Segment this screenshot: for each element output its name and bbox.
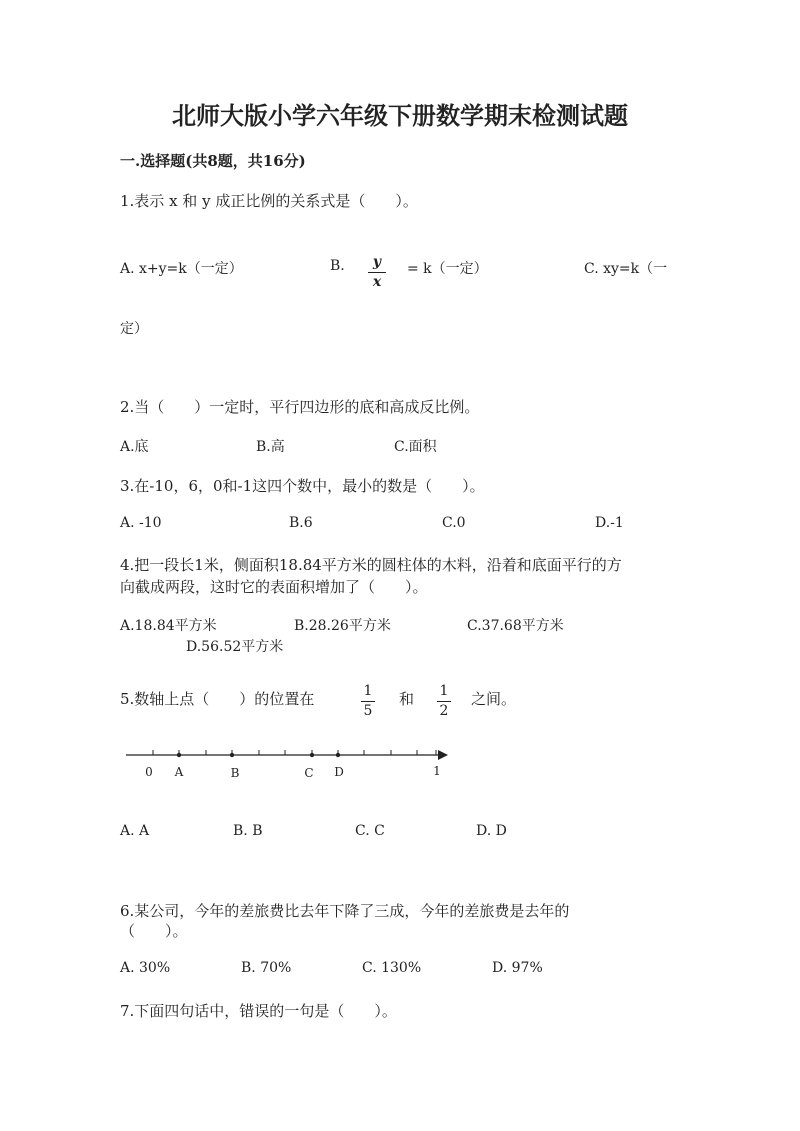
q2-option-c[interactable]: C.面积 bbox=[394, 439, 437, 455]
section-heading: 一.选择题(共8题，共16分) bbox=[120, 152, 306, 170]
label-a: A bbox=[174, 765, 184, 779]
q1-option-b-tail: = k（一定） bbox=[407, 261, 488, 277]
question-2-stem: 2.当（ ）一定时，平行四边形的底和高成反比例。 bbox=[120, 398, 480, 416]
q4-option-d[interactable]: D.56.52平方米 bbox=[186, 639, 284, 655]
q5-fraction-one-half bbox=[437, 683, 451, 720]
q3-option-d[interactable]: D.-1 bbox=[595, 515, 624, 531]
q1-option-c[interactable]: C. xy=k（一 bbox=[584, 261, 668, 277]
q5-frac2-numerator: 1 bbox=[439, 683, 449, 699]
question-3-stem: 3.在-10，6，0和-1这四个数中，最小的数是（ ）。 bbox=[120, 477, 485, 495]
q1-option-b-label[interactable]: B. bbox=[330, 258, 345, 274]
q1-frac-numerator: y bbox=[372, 254, 382, 270]
question-6-stem-line1: 6.某公司，今年的差旅费比去年下降了三成，今年的差旅费是去年的 bbox=[120, 902, 570, 920]
q3-option-c[interactable]: C.0 bbox=[442, 515, 466, 531]
q1-option-b-fraction bbox=[368, 254, 386, 291]
q6-option-d[interactable]: D. 97% bbox=[492, 960, 543, 976]
q4-option-b[interactable]: B.28.26平方米 bbox=[294, 618, 391, 634]
q4-option-c[interactable]: C.37.68平方米 bbox=[467, 618, 564, 634]
number-line-ticks bbox=[153, 750, 436, 755]
q5-frac1-numerator: 1 bbox=[363, 683, 373, 699]
q5-option-c[interactable]: C. C bbox=[355, 823, 385, 839]
label-zero: 0 bbox=[145, 765, 153, 779]
question-7-stem: 7.下面四句话中，错误的一句是（ ）。 bbox=[120, 1002, 397, 1020]
q5-option-b[interactable]: B. B bbox=[233, 823, 263, 839]
q5-option-a[interactable]: A. A bbox=[120, 823, 150, 839]
question-1-stem: 1.表示 x 和 y 成正比例的关系式是（ ）。 bbox=[120, 192, 418, 210]
label-d: D bbox=[334, 765, 344, 779]
q5-option-d[interactable]: D. D bbox=[476, 823, 507, 839]
q6-option-b[interactable]: B. 70% bbox=[241, 960, 292, 976]
number-line-arrow-icon bbox=[438, 750, 448, 760]
point-b-dot bbox=[230, 753, 234, 757]
point-a-dot bbox=[177, 753, 181, 757]
question-5-stem-post: 之间。 bbox=[471, 690, 517, 708]
page-title: 北师大版小学六年级下册数学期末检测试题 bbox=[172, 101, 628, 130]
q6-option-a[interactable]: A. 30% bbox=[120, 960, 171, 976]
question-4-stem-line2: 向截成两段，这时它的表面积增加了（ ）。 bbox=[120, 578, 428, 596]
number-line bbox=[120, 740, 460, 784]
q5-fraction-one-fifth bbox=[361, 683, 375, 720]
question-4-stem-line1: 4.把一段长1米，侧面积18.84平方米的圆柱体的木料，沿着和底面平行的方 bbox=[120, 556, 622, 574]
q5-frac1-denominator: 5 bbox=[363, 703, 373, 719]
q3-option-b[interactable]: B.6 bbox=[289, 515, 313, 531]
q4-option-a[interactable]: A.18.84平方米 bbox=[120, 618, 217, 634]
q3-option-a[interactable]: A. -10 bbox=[120, 515, 162, 531]
q1-option-c-continued: 定） bbox=[120, 321, 148, 337]
point-d-dot bbox=[336, 753, 340, 757]
point-c-dot bbox=[310, 753, 314, 757]
label-one: 1 bbox=[433, 764, 441, 778]
question-5-stem-mid: 和 bbox=[399, 690, 415, 708]
q1-frac-denominator: x bbox=[372, 274, 382, 290]
label-c: C bbox=[304, 766, 314, 780]
question-6-stem-line2: （ ）。 bbox=[120, 922, 188, 940]
q2-option-a[interactable]: A.底 bbox=[120, 439, 149, 455]
q2-option-b[interactable]: B.高 bbox=[256, 439, 285, 455]
question-5-stem-pre: 5.数轴上点（ ）的位置在 bbox=[120, 690, 315, 708]
label-b: B bbox=[230, 766, 240, 780]
q5-frac2-denominator: 2 bbox=[439, 703, 449, 719]
q6-option-c[interactable]: C. 130% bbox=[362, 960, 422, 976]
q1-option-a[interactable]: A. x+y=k（一定） bbox=[120, 261, 243, 277]
